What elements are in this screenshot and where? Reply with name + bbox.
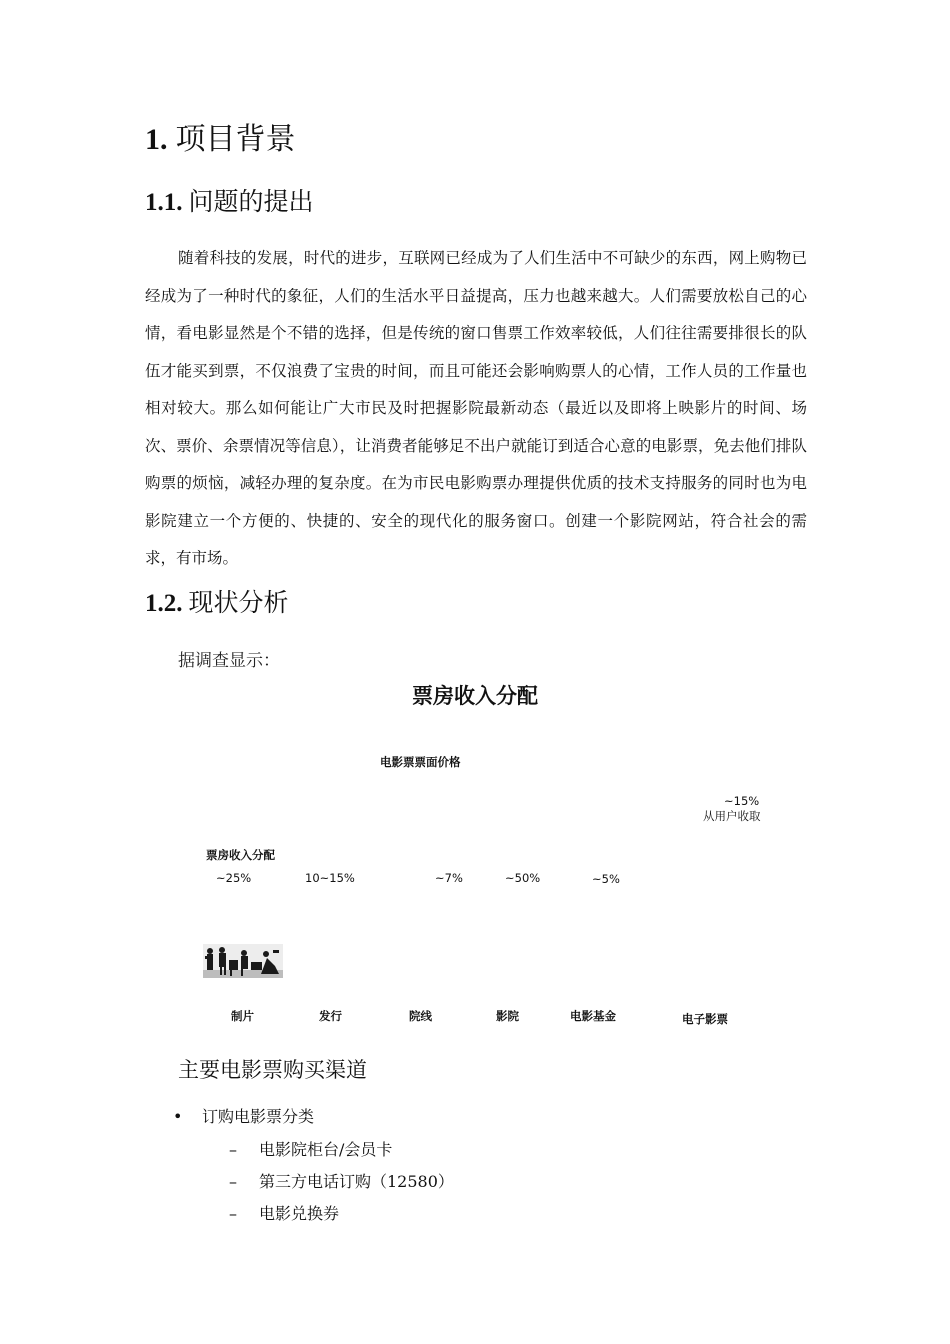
row-label: 票房收入分配 xyxy=(206,848,275,862)
dash-icon: – xyxy=(229,1140,237,1159)
price-label: 电影票票面价格 xyxy=(380,755,461,769)
sub-list-item-label: 电影院柜台/会员卡 xyxy=(259,1140,393,1159)
sub-list-item-label: 第三方电话订购（12580） xyxy=(259,1172,454,1191)
category-label: 电子影票 xyxy=(682,1012,728,1026)
share-label: ~50% xyxy=(505,871,541,885)
sub-list-item xyxy=(229,1169,454,1192)
category-label: 影院 xyxy=(496,1009,519,1023)
category-label: 制片 xyxy=(231,1009,254,1023)
heading-number: 1. xyxy=(145,123,168,156)
section-heading-1 xyxy=(145,118,296,162)
share-label: 10~15% xyxy=(305,871,355,885)
heading-text: 现状分析 xyxy=(188,588,289,617)
share-label: ~15% xyxy=(724,794,760,808)
dash-icon: – xyxy=(229,1172,237,1191)
bullet-icon: • xyxy=(173,1107,183,1126)
category-label: 电影基金 xyxy=(570,1009,616,1023)
heading-number: 1.1. xyxy=(145,189,183,216)
sub-list-item-label: 电影兑换券 xyxy=(259,1204,340,1223)
category-label: 院线 xyxy=(409,1009,432,1023)
section-heading-1-2 xyxy=(145,585,289,622)
share-label: ~5% xyxy=(592,872,620,886)
list-item-label: 订购电影票分类 xyxy=(202,1107,315,1126)
background-paragraph: 随着科技的发展，时代的进步，互联网已经成为了人们生活中不可缺少的东西，网上购物已经成为了一种时代的象征，人们的生活水平日益提高，压力也越来越大。人们需要放松自己的心情，看电影显然是个不错的选择，但是传统的窗口售票工作效率较低，人们往往需要排很长的队伍才能买到票，不仅浪费了宝贵的时间，而且可能还会影响购票人的心情，工作人员的工作量也相对较大。那么如何能让广大市民及时把握影院最新动态（最近以及即将上映影片的时间、场次、票价、余票情况等信息），让消费者能够足不出户就能订到适合心意的电影票，免去他们排队购票的烦恼，减轻办理的复杂度。在为市民电影购票办理提供优质的技术支持服务的同时也为电影院建立一个方便的、快捷的、安全的现代化的服务窗口。创建一个影院网站，符合社会的需求，有市场。 xyxy=(145,249,807,567)
sub-list-item xyxy=(229,1137,392,1160)
heading-text: 项目背景 xyxy=(175,122,296,157)
share-label: ~25% xyxy=(216,871,252,885)
chart-title: 票房收入分配 xyxy=(412,684,538,708)
share-label: ~7% xyxy=(435,871,463,885)
heading-text: 问题的提出 xyxy=(188,187,314,216)
channels-title: 主要电影票购买渠道 xyxy=(178,1058,367,1082)
share-note: 从用户收取 xyxy=(703,809,761,823)
category-label: 发行 xyxy=(319,1009,342,1023)
dash-icon: – xyxy=(229,1204,237,1223)
heading-number: 1.2. xyxy=(145,590,183,617)
sub-list-item xyxy=(229,1201,339,1224)
section-heading-1-1 xyxy=(145,184,314,221)
list-item xyxy=(173,1104,314,1127)
survey-lead-text: 据调查显示： xyxy=(178,651,280,671)
film-crew-photo xyxy=(203,944,283,978)
